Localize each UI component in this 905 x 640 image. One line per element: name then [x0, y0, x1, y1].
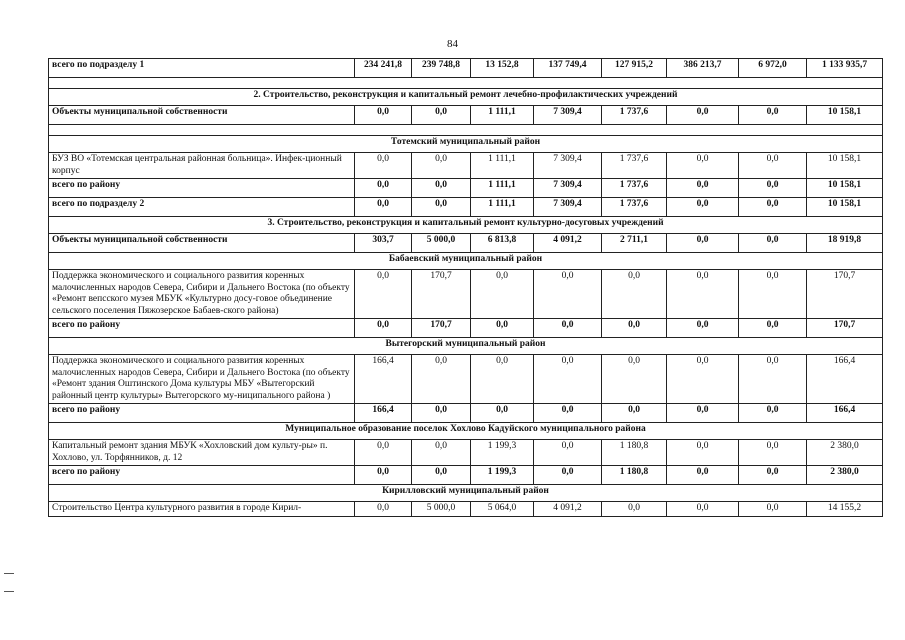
- section-header: Тотемский муниципальный район: [49, 136, 883, 153]
- value-cell: 166,4: [355, 355, 412, 404]
- value-cell: 234 241,8: [355, 59, 412, 78]
- spacer-cell: [49, 78, 883, 89]
- section-header: Бабаевский муниципальный район: [49, 253, 883, 270]
- row-label: всего по подразделу 2: [49, 198, 355, 217]
- section-header-row: [49, 253, 883, 270]
- value-cell: 0,0: [739, 502, 807, 517]
- value-cell: 166,4: [807, 404, 883, 423]
- value-cell: 13 152,8: [471, 59, 534, 78]
- value-cell: 0,0: [534, 440, 602, 466]
- row-label: всего по району: [49, 466, 355, 485]
- value-cell: 0,0: [739, 234, 807, 253]
- section-header-row: [49, 89, 883, 106]
- value-cell: 0,0: [739, 466, 807, 485]
- value-cell: 1 737,6: [602, 198, 667, 217]
- value-cell: 0,0: [534, 466, 602, 485]
- table-row: [49, 440, 883, 466]
- row-label: Поддержка экономического и социального развития коренных малочисленных народов Севера, Сибири и Дальнего Востока (по объекту «Ремонт здания Оштинского Дома культуры МБУ «Вытегорский районный центр культуры» Вытегорского му-ниципального района ): [49, 355, 355, 404]
- table-row: [49, 502, 883, 517]
- value-cell: 0,0: [355, 319, 412, 338]
- value-cell: 0,0: [739, 355, 807, 404]
- value-cell: 0,0: [412, 355, 471, 404]
- value-cell: 0,0: [355, 153, 412, 179]
- row-label: БУЗ ВО «Тотемская центральная районная больница». Инфек-ционный корпус: [49, 153, 355, 179]
- value-cell: 0,0: [602, 502, 667, 517]
- value-cell: 0,0: [534, 319, 602, 338]
- value-cell: 0,0: [667, 106, 739, 125]
- value-cell: 2 711,1: [602, 234, 667, 253]
- value-cell: 0,0: [602, 270, 667, 319]
- value-cell: 2 380,0: [807, 466, 883, 485]
- value-cell: 170,7: [807, 319, 883, 338]
- value-cell: 0,0: [667, 234, 739, 253]
- value-cell: 10 158,1: [807, 106, 883, 125]
- value-cell: 0,0: [667, 404, 739, 423]
- table-row: [49, 234, 883, 253]
- table-row: [49, 153, 883, 179]
- value-cell: 1 111,1: [471, 179, 534, 198]
- section-header-row: [49, 136, 883, 153]
- value-cell: 0,0: [471, 404, 534, 423]
- row-label: всего по району: [49, 179, 355, 198]
- value-cell: 5 064,0: [471, 502, 534, 517]
- value-cell: 0,0: [739, 179, 807, 198]
- table-row: [49, 404, 883, 423]
- spacer-cell: [49, 125, 883, 136]
- value-cell: 18 919,8: [807, 234, 883, 253]
- spacer-row: [49, 125, 883, 136]
- value-cell: 0,0: [534, 355, 602, 404]
- row-label: Объекты муниципальной собственности: [49, 106, 355, 125]
- section-header: Муниципальное образование поселок Хохлово Кадуйского муниципального района: [49, 423, 883, 440]
- table-row: [49, 198, 883, 217]
- value-cell: 1 737,6: [602, 153, 667, 179]
- section-header: 3. Строительство, реконструкция и капитальный ремонт культурно-досуговых учреждений: [49, 217, 883, 234]
- scan-mark: [4, 573, 14, 574]
- value-cell: 0,0: [667, 153, 739, 179]
- value-cell: 166,4: [807, 355, 883, 404]
- value-cell: 0,0: [739, 319, 807, 338]
- section-header-row: [49, 485, 883, 502]
- value-cell: 10 158,1: [807, 198, 883, 217]
- value-cell: 0,0: [667, 179, 739, 198]
- value-cell: 303,7: [355, 234, 412, 253]
- value-cell: 0,0: [412, 179, 471, 198]
- table-row: [49, 355, 883, 404]
- value-cell: 0,0: [412, 466, 471, 485]
- value-cell: 14 155,2: [807, 502, 883, 517]
- value-cell: 0,0: [739, 404, 807, 423]
- value-cell: 170,7: [412, 270, 471, 319]
- value-cell: 0,0: [667, 502, 739, 517]
- section-header: Вытегорский муниципальный район: [49, 338, 883, 355]
- value-cell: 7 309,4: [534, 106, 602, 125]
- value-cell: 0,0: [602, 319, 667, 338]
- value-cell: 0,0: [355, 179, 412, 198]
- value-cell: 1 111,1: [471, 198, 534, 217]
- spacer-row: [49, 78, 883, 89]
- value-cell: 1 180,8: [602, 466, 667, 485]
- table-row: [49, 270, 883, 319]
- value-cell: 170,7: [412, 319, 471, 338]
- value-cell: 0,0: [355, 440, 412, 466]
- value-cell: 0,0: [602, 355, 667, 404]
- row-label: всего по району: [49, 319, 355, 338]
- value-cell: 1 737,6: [602, 106, 667, 125]
- value-cell: 386 213,7: [667, 59, 739, 78]
- value-cell: 5 000,0: [412, 234, 471, 253]
- value-cell: 1 199,3: [471, 466, 534, 485]
- value-cell: 0,0: [739, 106, 807, 125]
- value-cell: 0,0: [534, 404, 602, 423]
- value-cell: 0,0: [471, 319, 534, 338]
- table-row: [49, 59, 883, 78]
- value-cell: 0,0: [667, 319, 739, 338]
- budget-table: [48, 58, 883, 517]
- value-cell: 166,4: [355, 404, 412, 423]
- row-label: Строительство Центра культурного развития в городе Кирил-: [49, 502, 355, 517]
- value-cell: 170,7: [807, 270, 883, 319]
- value-cell: 0,0: [471, 270, 534, 319]
- value-cell: 0,0: [739, 153, 807, 179]
- value-cell: 10 158,1: [807, 179, 883, 198]
- value-cell: 7 309,4: [534, 198, 602, 217]
- value-cell: 1 111,1: [471, 106, 534, 125]
- value-cell: 10 158,1: [807, 153, 883, 179]
- value-cell: 0,0: [667, 198, 739, 217]
- row-label: Капитальный ремонт здания МБУК «Хохловский дом культу-ры» п. Хохлово, ул. Торфянников, д. 12: [49, 440, 355, 466]
- value-cell: 0,0: [355, 502, 412, 517]
- page-number: 84: [447, 38, 458, 50]
- value-cell: 0,0: [667, 466, 739, 485]
- row-label: всего по подразделу 1: [49, 59, 355, 78]
- value-cell: 137 749,4: [534, 59, 602, 78]
- table-row: [49, 179, 883, 198]
- value-cell: 0,0: [355, 106, 412, 125]
- value-cell: 2 380,0: [807, 440, 883, 466]
- value-cell: 0,0: [739, 198, 807, 217]
- value-cell: 1 111,1: [471, 153, 534, 179]
- row-label: всего по району: [49, 404, 355, 423]
- row-label: Поддержка экономического и социального развития коренных малочисленных народов Севера, Сибири и Дальнего Востока (по объекту «Ремонт вепсского музея МБУК «Культурно досу-говое объединение сельского поселения Пяжозерское Бабаев-ского района): [49, 270, 355, 319]
- value-cell: 0,0: [412, 106, 471, 125]
- value-cell: 1 133 935,7: [807, 59, 883, 78]
- value-cell: 0,0: [412, 198, 471, 217]
- value-cell: 6 813,8: [471, 234, 534, 253]
- value-cell: 6 972,0: [739, 59, 807, 78]
- row-label: Объекты муниципальной собственности: [49, 234, 355, 253]
- value-cell: 0,0: [739, 270, 807, 319]
- scan-mark: [4, 591, 14, 592]
- table-row: [49, 466, 883, 485]
- value-cell: 1 199,3: [471, 440, 534, 466]
- value-cell: 0,0: [412, 440, 471, 466]
- section-header-row: [49, 338, 883, 355]
- section-header-row: [49, 217, 883, 234]
- value-cell: 0,0: [355, 198, 412, 217]
- value-cell: 127 915,2: [602, 59, 667, 78]
- section-header-row: [49, 423, 883, 440]
- section-header: Кирилловский муниципальный район: [49, 485, 883, 502]
- value-cell: 1 737,6: [602, 179, 667, 198]
- value-cell: 7 309,4: [534, 153, 602, 179]
- value-cell: 4 091,2: [534, 502, 602, 517]
- value-cell: 0,0: [667, 440, 739, 466]
- value-cell: 1 180,8: [602, 440, 667, 466]
- value-cell: 0,0: [412, 404, 471, 423]
- value-cell: 0,0: [355, 270, 412, 319]
- section-header: 2. Строительство, реконструкция и капитальный ремонт лечебно-профилактических учреждений: [49, 89, 883, 106]
- table-row: [49, 319, 883, 338]
- value-cell: 7 309,4: [534, 179, 602, 198]
- value-cell: 0,0: [667, 270, 739, 319]
- value-cell: 0,0: [739, 440, 807, 466]
- value-cell: 5 000,0: [412, 502, 471, 517]
- table-row: [49, 106, 883, 125]
- value-cell: 0,0: [355, 466, 412, 485]
- value-cell: 0,0: [412, 153, 471, 179]
- value-cell: 0,0: [471, 355, 534, 404]
- value-cell: 0,0: [602, 404, 667, 423]
- value-cell: 0,0: [667, 355, 739, 404]
- value-cell: 239 748,8: [412, 59, 471, 78]
- value-cell: 4 091,2: [534, 234, 602, 253]
- value-cell: 0,0: [534, 270, 602, 319]
